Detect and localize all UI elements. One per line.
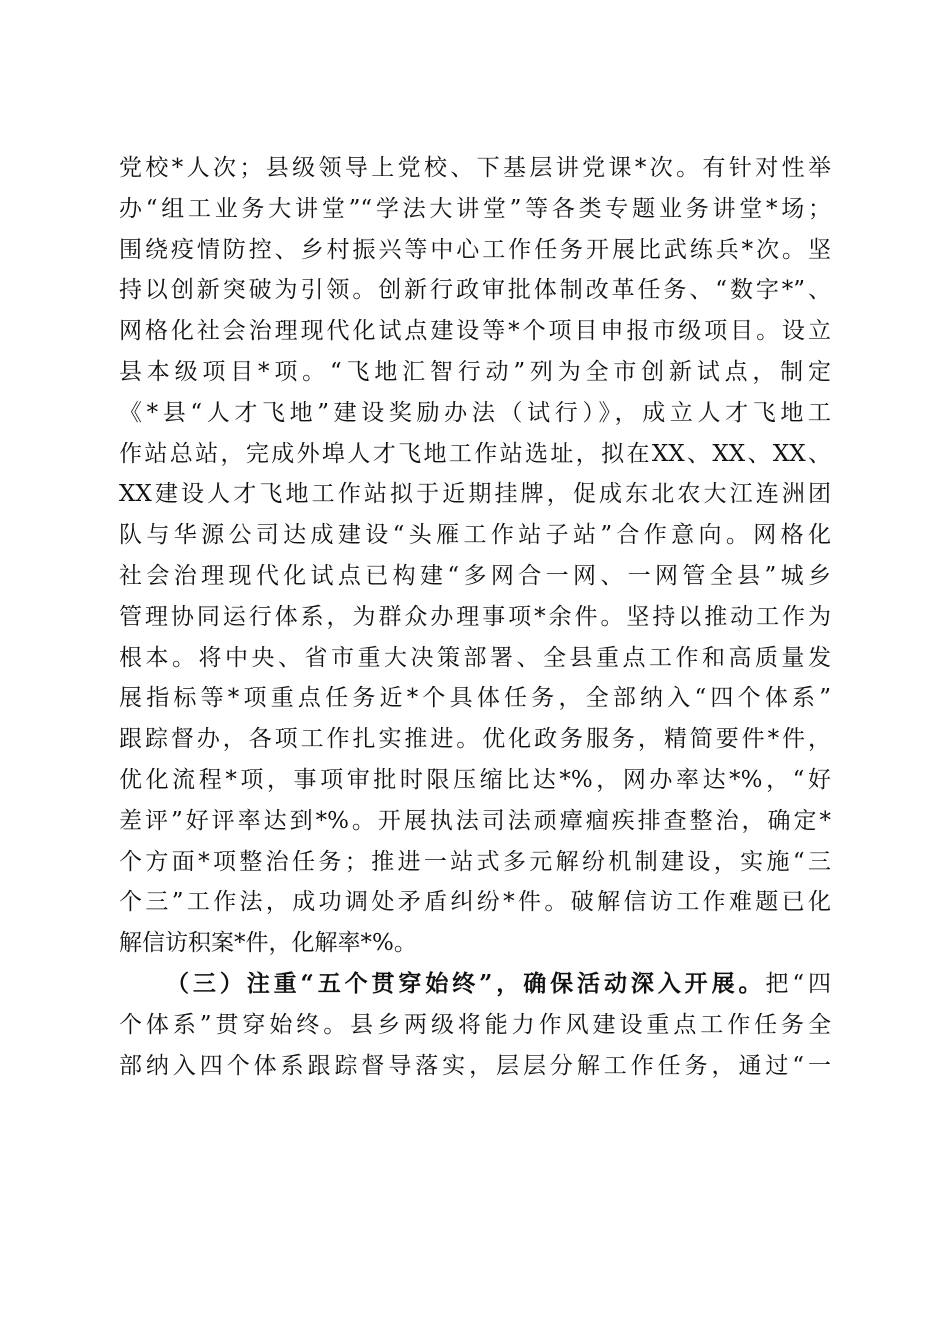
text-line: 持以创新突破为引领。创新行政审批体制改革任务、“数字*”、	[119, 277, 831, 304]
text-line: 网格化社会治理现代化试点建设等*个项目申报市级项目。设立	[119, 318, 831, 345]
text-line: 党校*人次；县级领导上党校、下基层讲党课*次。有针对性举	[119, 155, 831, 181]
text-line: 优化流程*项，事项审批时限压缩比达*%，网办率达*%，“好	[119, 766, 831, 793]
text-line: 《*县“人才飞地”建设奖励办法（试行）》，成立人才飞地工	[119, 399, 831, 426]
text-line: 队与华源公司达成建设“头雁工作站子站”合作意向。网格化	[119, 522, 831, 549]
text-line: 围绕疫情防控、乡村振兴等中心工作任务开展比武练兵*次。坚	[119, 236, 831, 263]
text-line: 部纳入四个体系跟踪督导落实，层层分解工作任务，通过“一	[119, 1052, 831, 1079]
text-line: 管理协同运行体系，为群众办理事项*余件。坚持以推动工作为	[119, 603, 831, 630]
text-line: XX建设人才飞地工作站拟于近期挂牌，促成东北农大江连洲团	[119, 481, 831, 508]
paragraph	[119, 964, 831, 1086]
section-heading: （三）注重“五个贯穿始终”，确保活动深入开展。	[166, 969, 766, 997]
text-line	[119, 964, 831, 1005]
document-body	[119, 148, 831, 1086]
text-line: 根本。将中央、省市重大决策部署、全县重点工作和高质量发	[119, 644, 831, 671]
text-line: 个体系”贯穿始终。县乡两级将能力作风建设重点工作任务全	[119, 1011, 831, 1038]
text-line: 社会治理现代化试点已构建“多网合一网、一网管全县”城乡	[119, 562, 831, 589]
text-line: 解信访积案*件，化解率*%。	[119, 930, 417, 957]
text-line: 差评”好评率达到*%。开展执法司法顽瘴痼疾排查整治，确定*	[119, 807, 831, 834]
text-line: 县本级项目*项。“飞地汇智行动”列为全市创新试点，制定	[119, 358, 831, 385]
text-line: 跟踪督办，各项工作扎实推进。优化政务服务，精简要件*件，	[119, 726, 831, 753]
text-line: 展指标等*项重点任务近*个具体任务，全部纳入“四个体系”	[119, 685, 831, 712]
heading-line-rest: 把“四	[765, 970, 831, 997]
text-line: 个方面*项整治任务；推进一站式多元解纷机制建设，实施“三	[119, 848, 831, 875]
text-line: 作站总站，完成外埠人才飞地工作站选址，拟在XX、XX、XX、	[119, 440, 831, 467]
text-line: 办“组工业务大讲堂”“学法大讲堂”等各类专题业务讲堂*场；	[119, 195, 831, 222]
paragraph	[119, 148, 831, 964]
text-line: 个三”工作法，成功调处矛盾纠纷*件。破解信访工作难题已化	[119, 889, 831, 916]
